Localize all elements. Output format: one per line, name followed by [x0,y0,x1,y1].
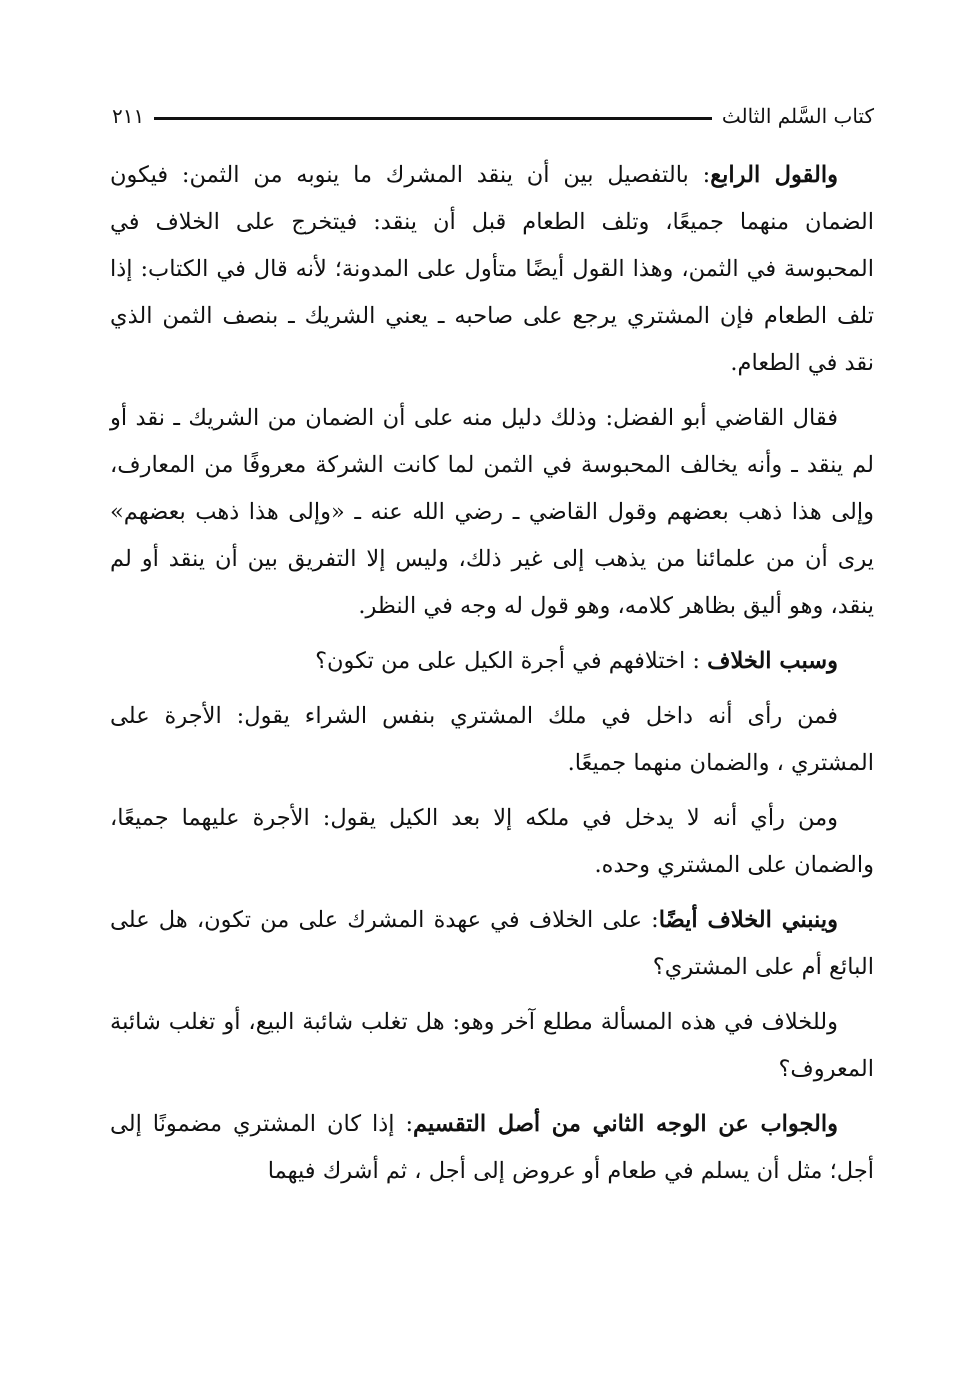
paragraph [110,795,874,889]
paragraph-text: وللخلاف في هذه المسألة مطلع آخر وهو: هل تغلب شائبة البيع، أو تغلب شائبة المعروف؟ [110,1009,874,1082]
header-rule [154,117,712,120]
paragraph [110,999,874,1093]
paragraph-text: : اختلافهم في أجرة الكيل على من تكون؟ [315,648,708,674]
paragraph [110,693,874,787]
paragraph-text: فقال القاضي أبو الفضل: وذلك دليل منه على أن الضمان من الشريك ـ نقد أو لم ينقد ـ وأنه يخالف المحبوسة في الثمن لما كانت الشركة معروفًا من المعارف، وإلى هذا ذهب بعضهم وقول القاضي ـ رضي الله عنه ـ «وإلى هذا ذهب بعضهم» يرى أن من علمائنا من يذهب إلى غير ذلك، وليس إلا التفريق بين أن ينقد أو لم ينقد، وهو أليق بظاهر كلامه، وهو قول له وجه في النظر. [110,405,874,619]
paragraph [110,638,874,685]
paragraph-lead: والجواب عن الوجه الثاني من أصل التقسيم [413,1111,838,1137]
paragraph [110,152,874,387]
paragraph-text: : إذا كان المشتري مضمونًا إلى أجل؛ مثل أن يسلم في طعام أو عروض إلى أجل ، ثم أشرك فيهما [110,1111,874,1184]
paragraph-text: : بالتفصيل بين أن ينقد المشرك ما ينوبه من الثمن: فيكون الضمان منهما جميعًا، وتلف الطعام قبل أن ينقد: فيتخرج على الخلاف في المحبوسة في الثمن، وهذا القول أيضًا متأول على المدونة؛ لأنه قال في الكتاب: إذا تلف الطعام فإن المشتري يرجع على صاحبه ـ يعني الشريك ـ بنصف الثمن الذي نقد في الطعام. [110,162,874,376]
page-number: ٢١١ [112,104,145,128]
paragraph-lead: وينبني الخلاف أيضًا [658,907,838,933]
paragraph [110,395,874,630]
paragraph-text: : على الخلاف في عهدة المشرك على من تكون، هل على البائع أم على المشتري؟ [110,907,874,980]
paragraph-lead: وسبب الخلاف [707,648,838,674]
paragraph [110,1101,874,1195]
running-header [112,96,874,136]
paragraph-lead: والقول الرابع [710,162,838,188]
paragraph [110,897,874,991]
paragraph-text: ومن رأي أنه لا يدخل في ملكه إلا بعد الكيل يقول: الأجرة عليهما جميعًا، والضمان على المشتري وحده. [110,805,874,878]
header-title: كتاب السَّلم الثالث [721,104,874,128]
body-text [110,152,874,1203]
paragraph-text: فمن رأى أنه داخل في ملك المشتري بنفس الشراء يقول: الأجرة على المشتري ، والضمان منهما جميعًا. [110,703,874,776]
